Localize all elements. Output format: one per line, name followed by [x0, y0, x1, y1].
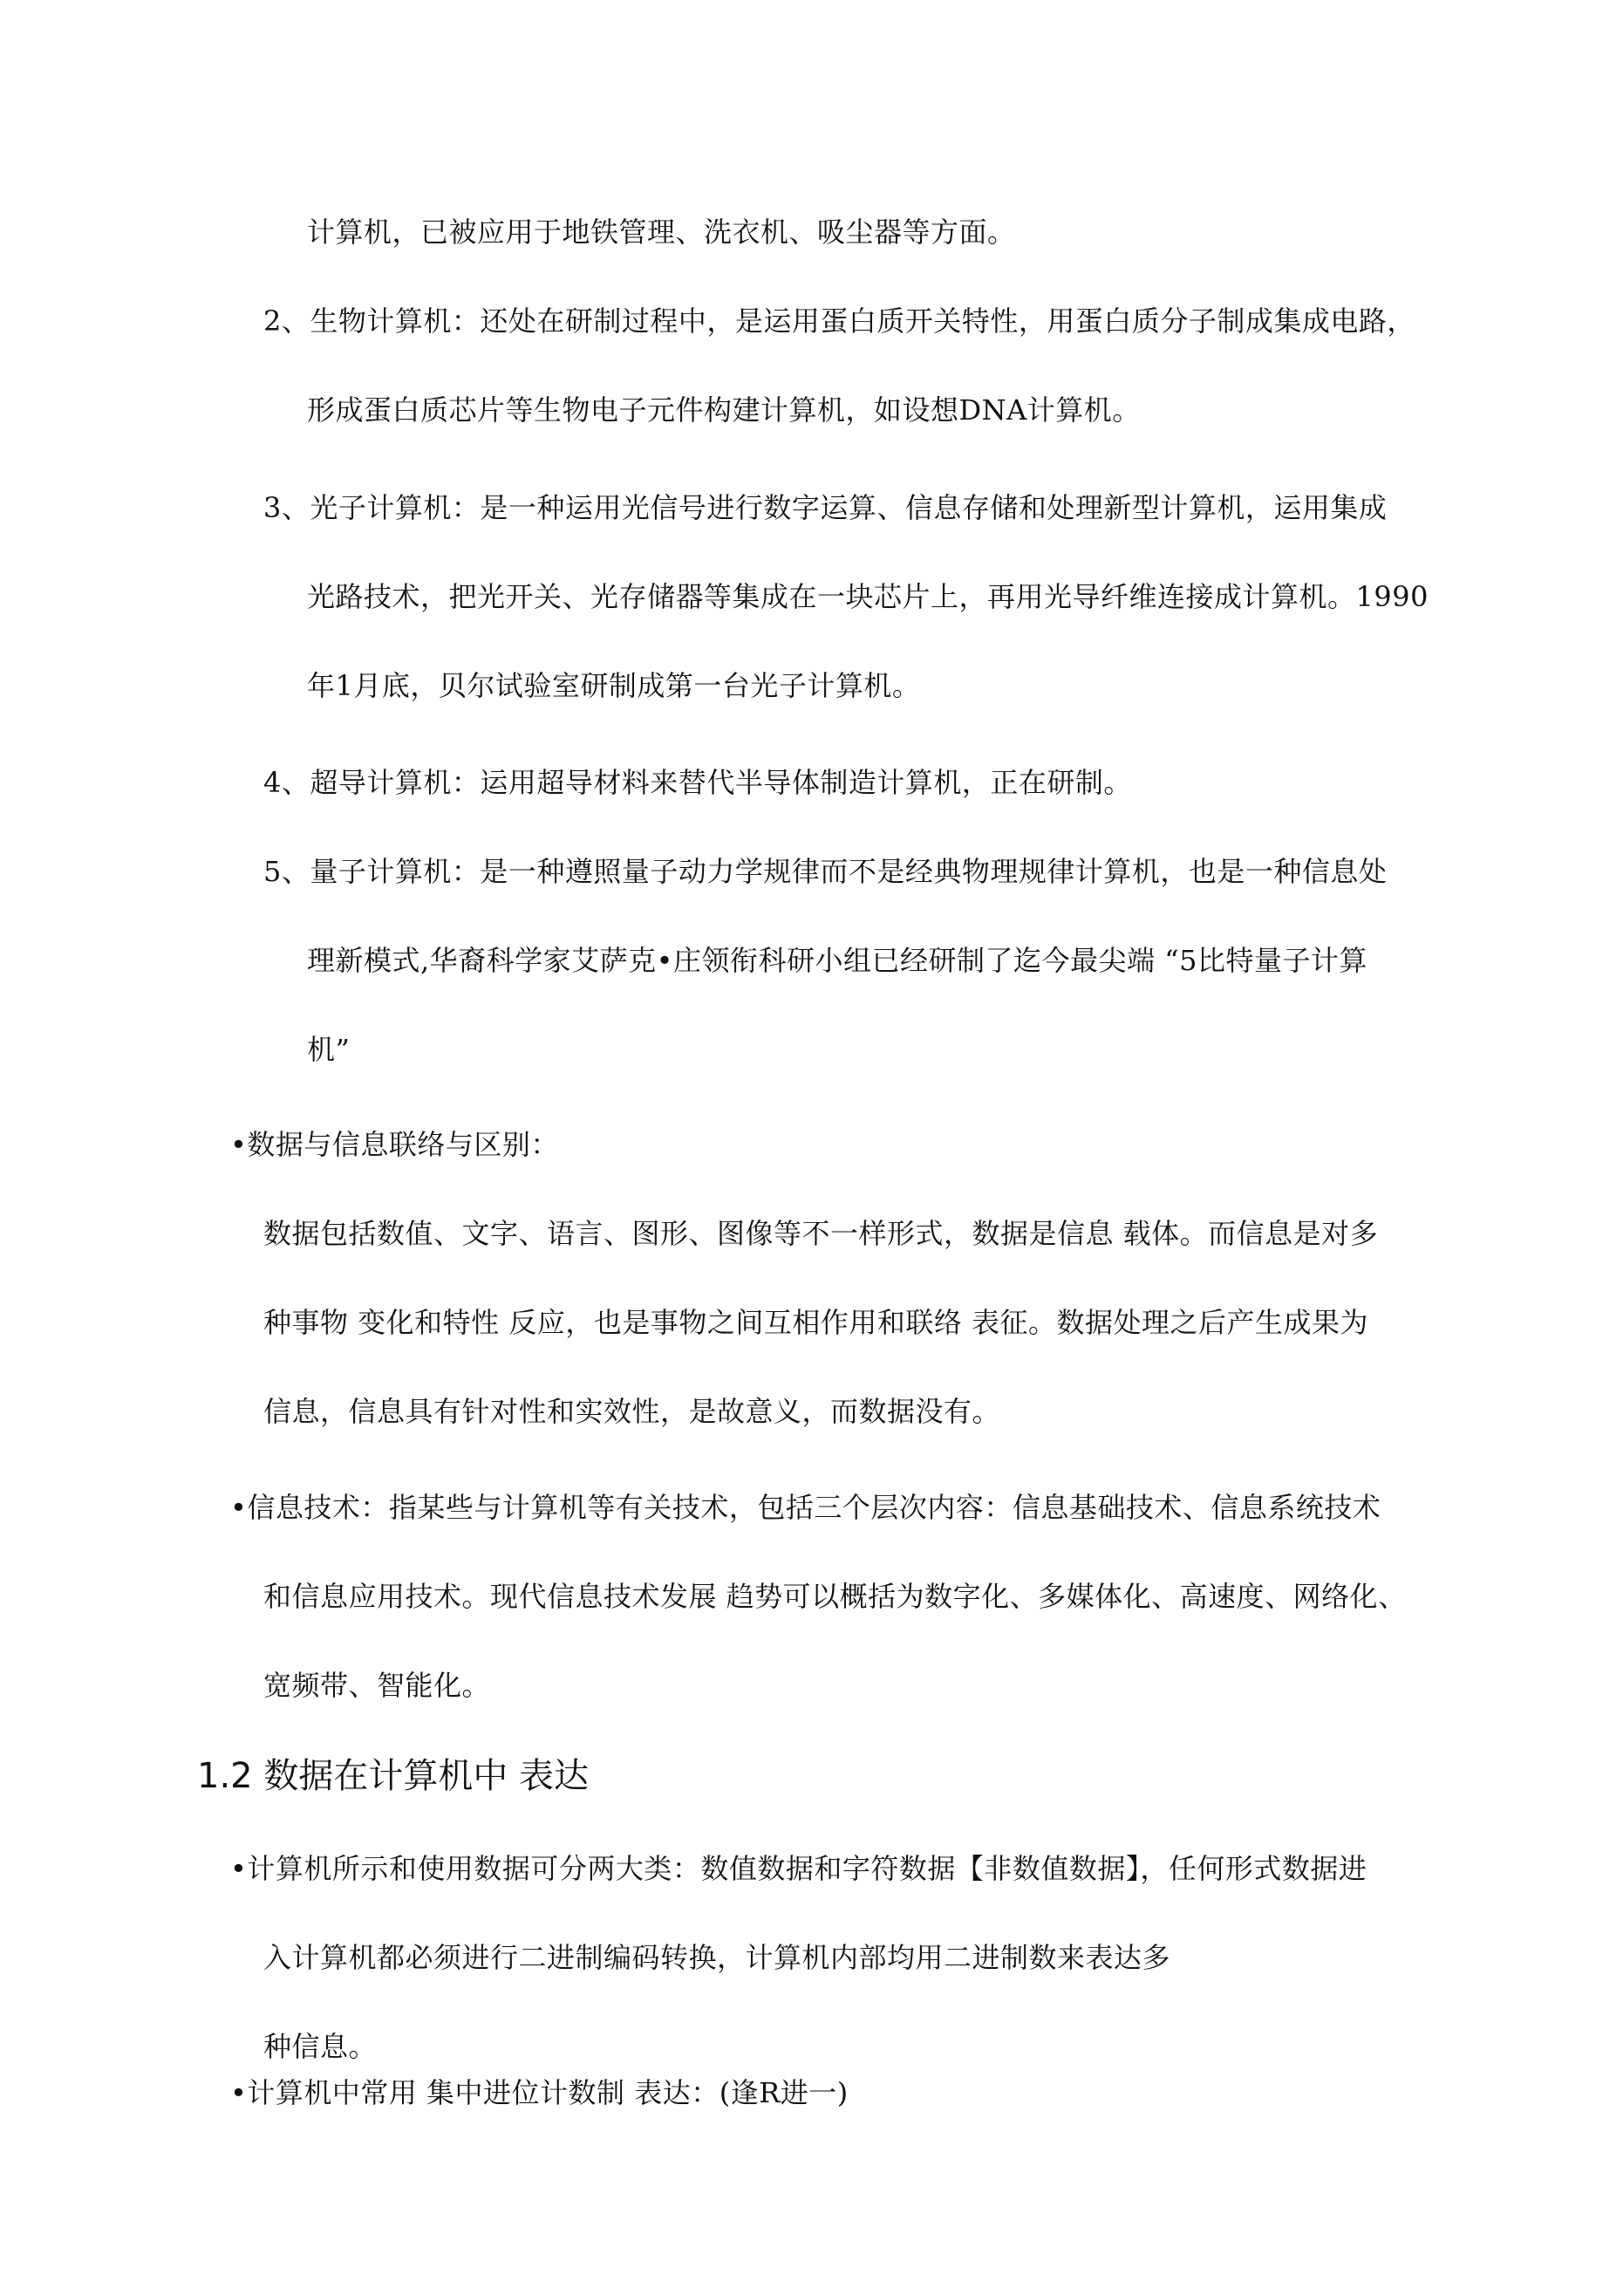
- paragraph-line: 宽频带、智能化。: [263, 1669, 491, 1702]
- paragraph-line: 机”: [307, 1033, 351, 1066]
- list-item-quantum-computer: 5、量子计算机：是一种遵照量子动力学规律而不是经典物理规律计算机，也是一种信息处: [263, 855, 1388, 888]
- paragraph-line: 光路技术，把光开关、光存储器等集成在一块芯片上，再用光导纤维连接成计算机。1990: [307, 580, 1429, 613]
- section-heading: 1.2 数据在计算机中 表达: [197, 1756, 590, 1796]
- paragraph-line: 形成蛋白质芯片等生物电子元件构建计算机，如设想DNA计算机。: [307, 393, 1141, 427]
- bullet-information-technology: •信息技术：指某些与计算机等有关技术，包括三个层次内容：信息基础技术、信息系统技术: [230, 1491, 1381, 1524]
- list-item-photonic-computer: 3、光子计算机：是一种运用光信号进行数字运算、信息存储和处理新型计算机，运用集成: [263, 491, 1388, 524]
- paragraph-line: 种信息。: [263, 2030, 378, 2063]
- bullet-data-vs-information: •数据与信息联络与区别：: [230, 1128, 559, 1161]
- paragraph-line: 理新模式,华裔科学家艾萨克•庄领衔科研小组已经研制了迄今最尖端 “5比特量子计算: [307, 944, 1367, 977]
- list-item-biocomputer: 2、生物计算机：还处在研制过程中，是运用蛋白质开关特性，用蛋白质分子制成集成电路，: [263, 304, 1415, 338]
- paragraph-line: 入计算机都必须进行二进制编码转换，计算机内部均用二进制数来表达多: [263, 1941, 1171, 1974]
- paragraph-line: 年1月底，贝尔试验室研制成第一台光子计算机。: [307, 669, 921, 702]
- paragraph-line: 信息，信息具有针对性和实效性，是故意义，而数据没有。: [263, 1395, 1001, 1428]
- list-item-superconducting-computer: 4、超导计算机：运用超导材料来替代半导体制造计算机，正在研制。: [263, 766, 1132, 799]
- bullet-data-categories: •计算机所示和使用数据可分两大类：数值数据和字符数据【非数值数据】，任何形式数据进: [230, 1852, 1367, 1885]
- paragraph-line: 种事物 变化和特性 反应，也是事物之间互相作用和联络 表征。数据处理之后产生成果为: [263, 1306, 1369, 1339]
- paragraph-line: 和信息应用技术。现代信息技术发展 趋势可以概括为数字化、多媒体化、高速度、网络化、: [263, 1580, 1407, 1613]
- bullet-number-systems: •计算机中常用 集中进位计数制 表达：(逢R进一): [230, 2076, 849, 2109]
- paragraph-line: 计算机，已被应用于地铁管理、洗衣机、吸尘器等方面。: [307, 215, 1016, 249]
- paragraph-line: 数据包括数值、文字、语言、图形、图像等不一样形式，数据是信息 载体。而信息是对多: [263, 1217, 1379, 1250]
